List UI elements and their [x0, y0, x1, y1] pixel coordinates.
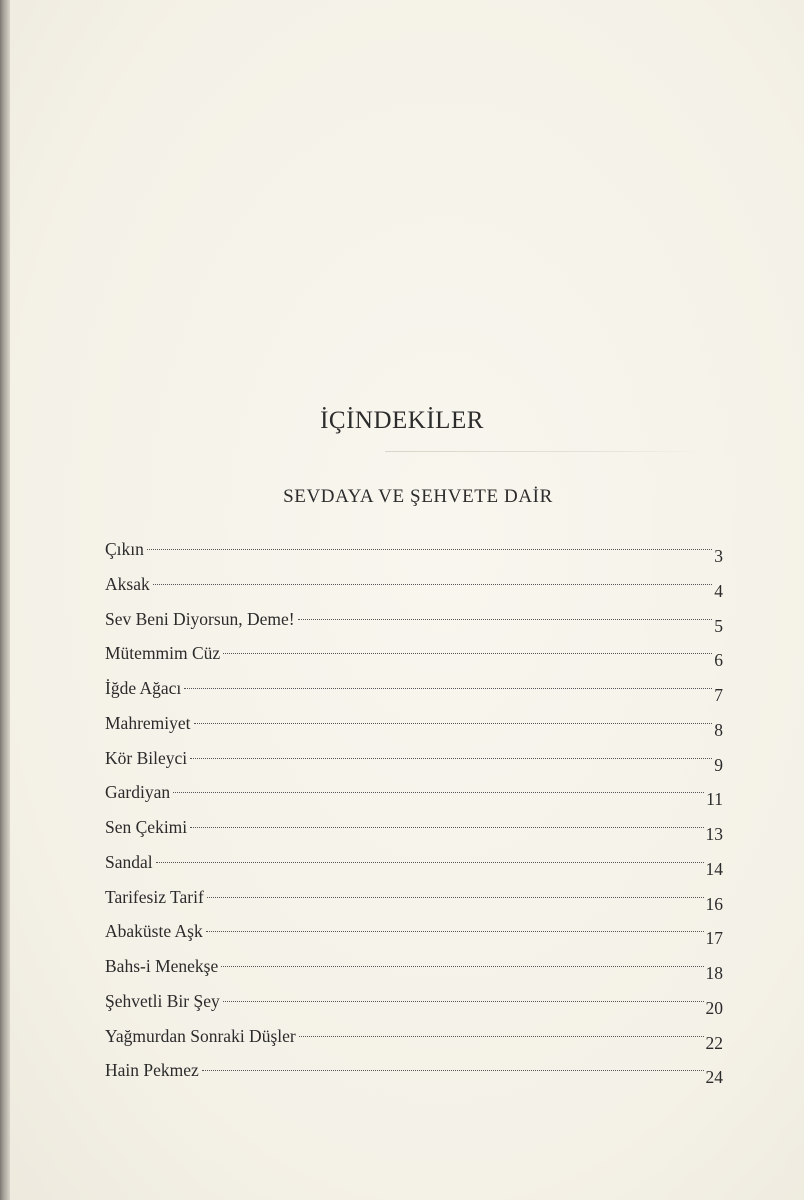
toc-entry-page: 7	[714, 685, 723, 705]
toc-entry-title: Kör Bileyci	[105, 747, 188, 768]
contents-heading: İÇİNDEKİLER	[320, 407, 484, 434]
toc-dot-leader	[299, 1036, 704, 1037]
toc-entry	[105, 949, 723, 984]
toc-entry-page: 4	[714, 580, 723, 601]
toc-entry-page: 13	[705, 824, 723, 844]
toc-dot-leader	[221, 966, 703, 967]
toc-entry-title: Sev Beni Diyorsun, Deme!	[105, 608, 295, 629]
toc-entry	[105, 775, 723, 810]
toc-entry-page: 20	[705, 997, 723, 1018]
toc-entry-title: Sen Çekimi	[105, 817, 188, 837]
toc-entry-page: 22	[705, 1032, 723, 1053]
toc-entry-title: Aksak	[105, 573, 150, 594]
toc-dot-leader	[190, 827, 703, 828]
toc-entry-title: İğde Ağacı	[105, 678, 182, 698]
toc-entry-title: Yağmurdan Sonraki Düşler	[105, 1025, 296, 1046]
toc-dot-leader	[223, 653, 712, 654]
toc-entry-title: Abaküste Aşk	[105, 921, 203, 942]
toc-entry-title: Mahremiyet	[105, 712, 191, 733]
toc-entry	[105, 636, 723, 671]
toc-entry-title: Bahs-i Menekşe	[105, 956, 219, 976]
toc-entry	[105, 880, 723, 915]
toc-entry-title: Şehvetli Bir Şey	[105, 990, 220, 1011]
toc-dot-leader	[184, 688, 712, 689]
toc-entry-title: Çıkın	[105, 539, 144, 559]
toc-entry-title: Sandal	[105, 851, 153, 872]
toc-entry	[105, 914, 723, 949]
toc-dot-leader	[207, 897, 704, 898]
toc-entry-page: 18	[705, 963, 723, 983]
toc-entry	[105, 810, 723, 845]
toc-dot-leader	[156, 862, 704, 863]
toc-entry-title: Hain Pekmez	[105, 1060, 199, 1081]
toc-dot-leader	[147, 549, 712, 550]
table-of-contents	[105, 532, 723, 1088]
toc-entry-page: 3	[714, 546, 723, 566]
toc-dot-leader	[206, 931, 704, 932]
toc-entry	[105, 671, 723, 706]
toc-entry	[105, 741, 723, 776]
toc-entry-page: 24	[705, 1067, 723, 1088]
heading-divider	[385, 451, 705, 452]
toc-entry	[105, 1019, 723, 1054]
toc-entry-page: 17	[705, 928, 723, 949]
toc-dot-leader	[298, 619, 713, 620]
toc-entry	[105, 1053, 723, 1088]
toc-dot-leader	[190, 758, 712, 759]
toc-entry	[105, 845, 723, 880]
toc-entry-title: Mütemmim Cüz	[105, 643, 221, 664]
toc-dot-leader	[194, 723, 713, 724]
toc-dot-leader	[202, 1070, 704, 1071]
toc-entry-page: 16	[705, 893, 723, 914]
toc-entry-page: 9	[714, 754, 723, 775]
toc-dot-leader	[173, 792, 704, 793]
toc-entry	[105, 706, 723, 741]
toc-dot-leader	[223, 1001, 704, 1002]
toc-entry	[105, 532, 723, 567]
toc-entry-page: 5	[714, 615, 723, 636]
toc-entry	[105, 602, 723, 637]
toc-entry-title: Tarifesiz Tarif	[105, 886, 204, 907]
section-title: SEVDAYA VE ŞEHVETE DAİR	[283, 486, 553, 507]
toc-entry-page: 14	[705, 858, 723, 879]
toc-dot-leader	[153, 584, 713, 585]
toc-entry	[105, 984, 723, 1019]
toc-entry-page: 11	[706, 789, 723, 810]
toc-entry-title: Gardiyan	[105, 782, 171, 803]
toc-entry	[105, 567, 723, 602]
page-binding-edge	[0, 0, 10, 1200]
toc-entry-page: 8	[714, 719, 723, 740]
toc-entry-page: 6	[714, 650, 723, 671]
